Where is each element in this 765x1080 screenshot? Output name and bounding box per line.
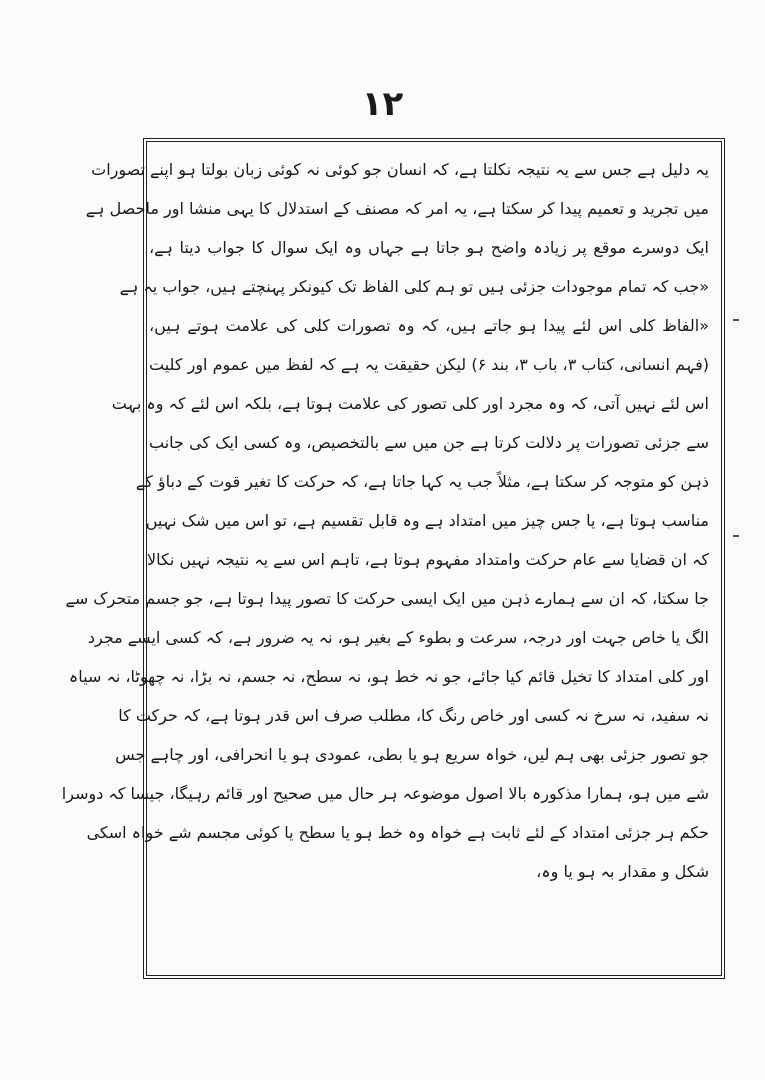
text-line: ذہن کو متوجہ کر سکتا ہے، مثلاً جب یہ کہا جاتا ہے، کہ حرکت کا تغیر قوت کے دباؤ کے bbox=[135, 472, 709, 491]
text-line: یہ دلیل ہے جس سے یہ نتیجہ نکلتا ہے، کہ انسان جو کوئی نہ کوئی زبان بولتا ہو اپنے تصورات bbox=[91, 160, 709, 179]
text-line: شکل و مقدار بہ ہو یا وہ، bbox=[536, 862, 709, 881]
text-line: مناسب ہوتا ہے، یا جس چیز میں امتداد ہے وہ قابل تقسیم ہے، تو اس میں شک نہیں bbox=[145, 511, 709, 530]
text-line: شے میں ہو، ہمارا مذکورہ بالا اصول موضوعہ ہر حال میں صحیح اور قائم رہیگا، جیسا کہ دوسرا bbox=[61, 784, 709, 803]
text-line: ایک دوسرے موقع پر زیادہ واضح ہو جاتا ہے جہاں وہ ایک سوال کا جواب دیتا ہے، bbox=[149, 238, 709, 257]
margin-mark bbox=[733, 319, 739, 321]
body-text bbox=[61, 150, 710, 891]
text-line: کہ ان قضایا سے عام حرکت وامتداد مفہوم ہوتا ہے، تاہم اس سے یہ نتیجہ نہیں نکالا bbox=[147, 550, 709, 569]
text-line: حکم ہر جزئی امتداد کے لئے ثابت ہے خواہ وہ خط ہو یا سطح یا کوئی مجسم شے خواہ اسکی bbox=[86, 823, 709, 842]
page-number: ۱۲ bbox=[361, 84, 404, 124]
text-line: جا سکتا، کہ ان سے ہمارے ذہن میں ایک ایسی حرکت کا تصور پیدا ہوتا ہے، جو جسم متحرک سے bbox=[65, 589, 709, 608]
text-line: سے جزئی تصورات پر دلالت کرتا ہے جن میں سے بالتخصیص، وہ کسی ایک کی جانب bbox=[149, 433, 709, 452]
text-line: نہ سفید، نہ سرخ نہ کسی اور خاص رنگ کا، مطلب صرف اس قدر ہوتا ہے، کہ حرکت کا bbox=[118, 706, 709, 725]
text-line: (فہم انسانی، کتاب ۳، باب ۳، بند ۶) لیکن حقیقت یہ ہے کہ لفظ میں عموم اور کلیت bbox=[149, 355, 710, 374]
text-line: الگ یا خاص جہت اور درجہ، سرعت و بطوء کے بغیر ہو، نہ یہ ضرور ہے، کہ کسی ایسے مجرد bbox=[87, 628, 709, 647]
text-line: جو تصور جزئی بھی ہم لیں، خواہ سریع ہو یا بطی، عمودی ہو یا انحرافی، اور چاہے جس bbox=[115, 745, 709, 764]
text-line: اور کلی امتداد کا تخیل قائم کیا جائے، جو نہ خط ہو، نہ سطح، نہ جسم، نہ بڑا، نہ چھوٹا، نہ سیاہ bbox=[68, 667, 709, 686]
text-line: میں تجرید و تعمیم پیدا کر سکتا ہے، یہ امر کہ مصنف کے استدلال کا یہی منشا اور ماحصل ہے bbox=[85, 199, 709, 218]
margin-mark bbox=[733, 535, 739, 537]
text-line: «الفاظ کلی اس لئے پیدا ہو جاتے ہیں، کہ وہ تصورات کلی کی علامت ہوتے ہیں، bbox=[149, 316, 709, 335]
text-line: اس لئے نہیں آتی، کہ وہ مجرد اور کلی تصور کی علامت ہوتا ہے، بلکہ اس لئے کہ وہ بہت bbox=[111, 394, 709, 413]
text-line: «جب کہ تمام موجودات جزئی ہیں تو ہم کلی الفاظ تک کیونکر پہنچتے ہیں، جواب یہ ہے bbox=[119, 277, 709, 296]
